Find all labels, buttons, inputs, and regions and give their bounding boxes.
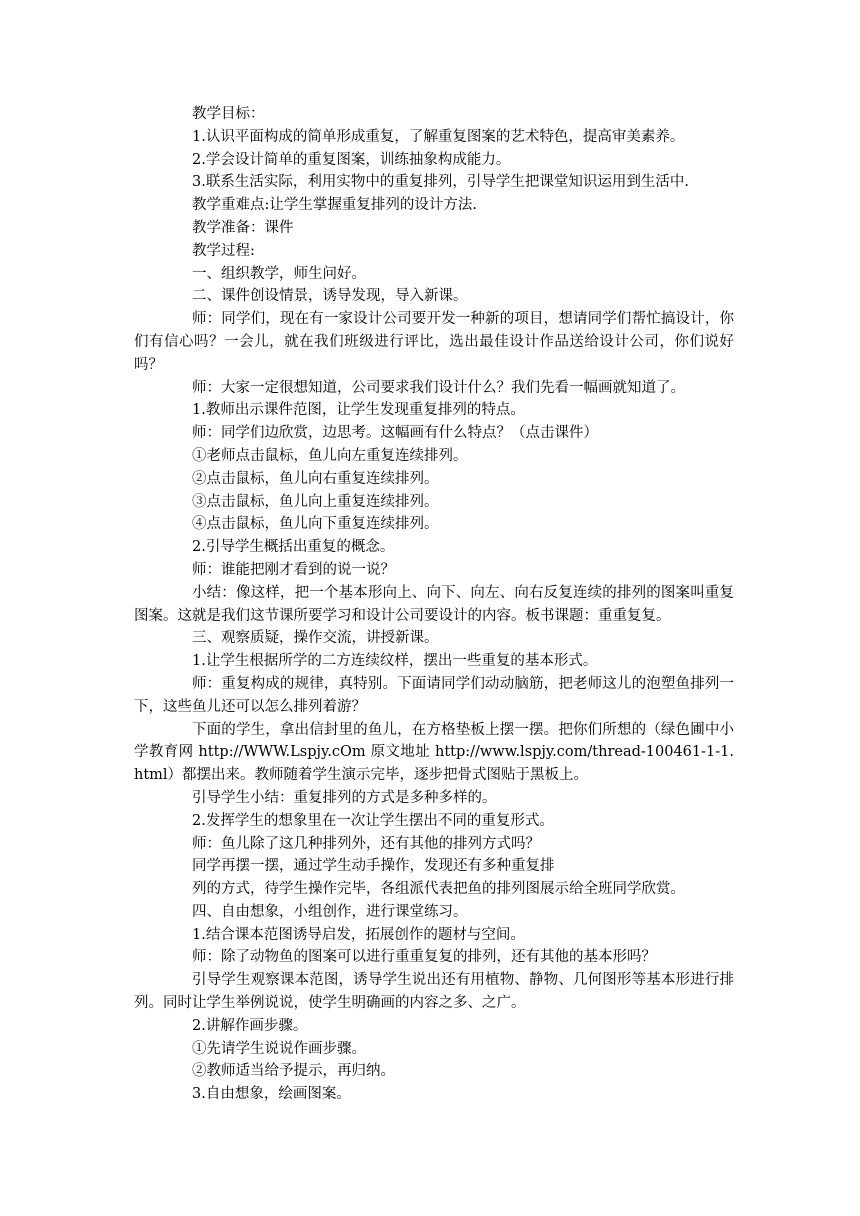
paragraph: 师：同学们，现在有一家设计公司要开发一种新的项目，想请同学们帮忙搞设计，你们有信心吗？一会儿，就在我们班级进行评比，选出最佳设计作品送给设计公司，你们说好吗？ xyxy=(134,311,734,373)
paragraph: 列的方式，待学生操作完毕，各组派代表把鱼的排列图展示给全班同学欣赏。 xyxy=(192,881,685,898)
paragraph: 师：重复构成的规律，真特别。下面请同学们动动脑筋，把老师这儿的泡塑鱼排列一下，这些鱼儿还可以怎么排列着游？ xyxy=(134,675,734,715)
list-item: ③点击鼠标，鱼儿向上重复连续排列。 xyxy=(192,493,439,510)
section-heading: 三、观察质疑，操作交流，讲授新课。 xyxy=(192,630,439,647)
paragraph: 引导学生观察课本范图，诱导学生说出还有用植物、静物、几何图形等基本形进行排列。同时让学生举例说说，使学生明确画的内容之多、之广。 xyxy=(134,972,734,1012)
paragraph: 1.结合课本范图诱导启发，拓展创作的题材与空间。 xyxy=(192,926,525,943)
process-heading: 教学过程: xyxy=(192,242,255,259)
paragraph: 3.联系生活实际，利用实物中的重复排列，引导学生把课堂知识运用到生活中. xyxy=(192,174,689,191)
paragraph: 2.发挥学生的想象里在一次让学生摆出不同的重复形式。 xyxy=(192,812,554,829)
list-item: ①老师点击鼠标，鱼儿向左重复连续排列。 xyxy=(192,447,468,464)
section-heading: 四、自由想象，小组创作，进行课堂练习。 xyxy=(192,903,468,920)
paragraph: 师：同学们边欣赏，边思考。这幅画有什么特点？（点击课件） xyxy=(192,425,598,442)
key-points-line: 教学重难点:让学生掌握重复排列的设计方法. xyxy=(192,197,477,214)
document-body xyxy=(134,103,734,1106)
paragraph: 3.自由想象，绘画图案。 xyxy=(192,1086,351,1103)
list-item: ②点击鼠标，鱼儿向右重复连续排列。 xyxy=(192,470,439,487)
objectives-heading: 教学目标： xyxy=(192,106,265,122)
paragraph: 同学再摆一摆，通过学生动手操作，发现还有多种重复排 xyxy=(192,858,555,875)
paragraph: 师：除了动物鱼的图案可以进行重重复复的排列，还有其他的基本形吗？ xyxy=(192,949,656,966)
list-item: ①先请学生说说作画步骤。 xyxy=(192,1040,366,1057)
section-heading: 二、课件创设情景，诱导发现，导入新课。 xyxy=(192,288,468,305)
paragraph: 下面的学生，拿出信封里的鱼儿，在方格垫板上摆一摆。把你们所想的（绿色圃中小学教育网 http://WWW.Lspjy.cOm 原文地址 http://www.lspjy.com/thread-100461-1-1.html）都摆出来。教师随着学生演示完毕，逐步把骨式图贴于黑板上。 xyxy=(134,721,734,784)
paragraph: 2.引导学生概括出重复的概念。 xyxy=(192,539,395,556)
paragraph: 引导学生小结：重复排列的方式是多种多样的。 xyxy=(192,789,497,806)
list-item: ②教师适当给予提示，再归纳。 xyxy=(192,1063,395,1080)
paragraph: 师：大家一定很想知道，公司要求我们设计什么？我们先看一幅画就知道了。 xyxy=(192,379,685,396)
preparation-line: 教学准备：课件 xyxy=(192,219,294,236)
paragraph: 2.讲解作画步骤。 xyxy=(192,1017,308,1034)
paragraph: 1.认识平面构成的简单形成重复，了解重复图案的艺术特色，提高审美素养。 xyxy=(192,128,685,145)
paragraph: 师：谁能把刚才看到的说一说？ xyxy=(192,561,395,578)
list-item: ④点击鼠标，鱼儿向下重复连续排列。 xyxy=(192,516,439,533)
section-heading: 一、组织教学，师生问好。 xyxy=(192,265,366,282)
paragraph: 小结：像这样，把一个基本形向上、向下、向左、向右反复连续的排列的图案叫重复图案。这就是我们这节课所要学习和设计公司要设计的内容。板书课题：重重复复。 xyxy=(134,584,734,624)
paragraph: 2.学会设计简单的重复图案，训练抽象构成能力。 xyxy=(192,151,511,168)
paragraph: 1.让学生根据所学的二方连续纹样，摆出一些重复的基本形式。 xyxy=(192,653,598,670)
paragraph: 师：鱼儿除了这几种排列外，还有其他的排列方式吗？ xyxy=(192,835,540,852)
paragraph: 1.教师出示课件范图，让学生发现重复排列的特点。 xyxy=(192,402,525,419)
